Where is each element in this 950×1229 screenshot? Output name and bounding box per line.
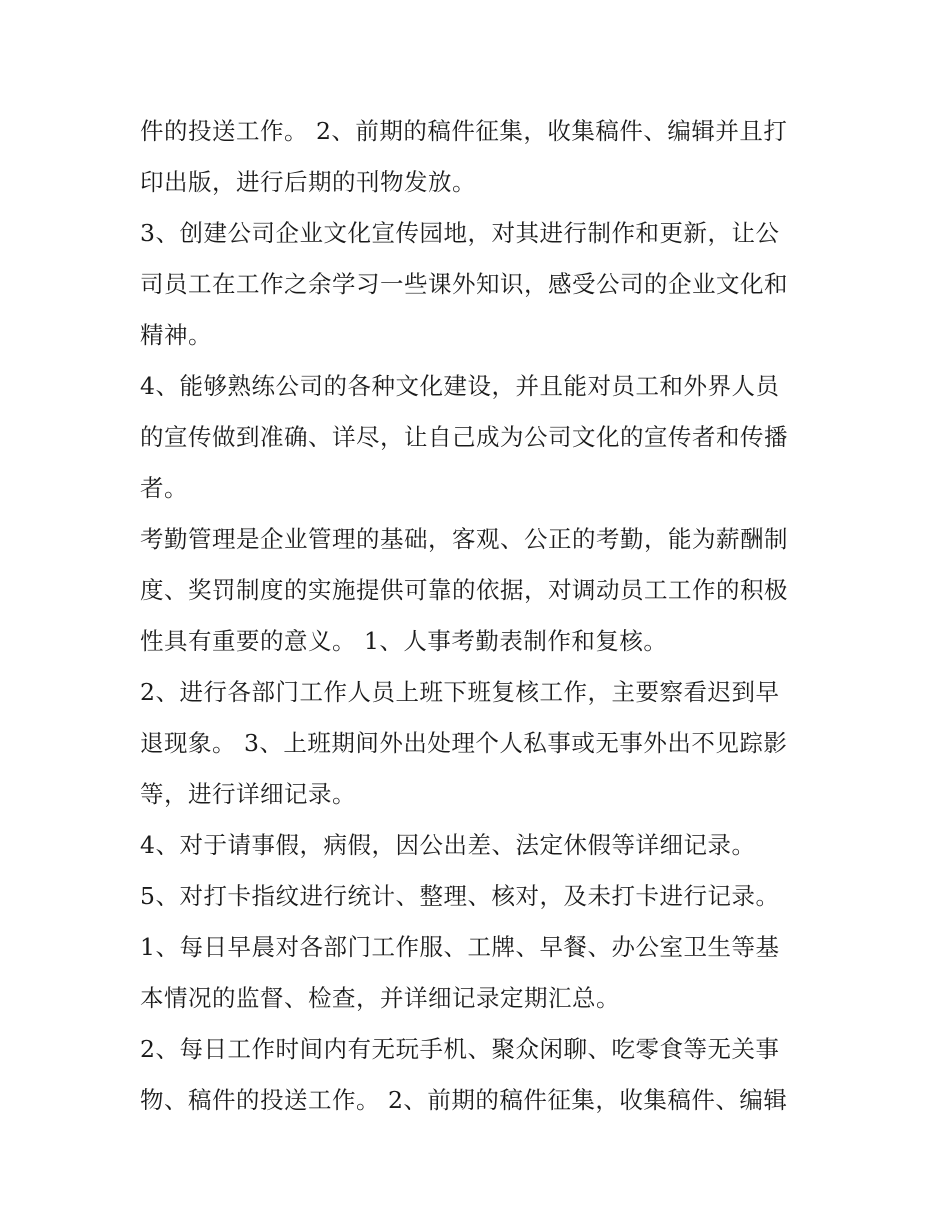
text-line: 考勤管理是企业管理的基础，客观、公正的考勤，能为薪酬制 xyxy=(140,525,788,553)
document-body xyxy=(140,106,820,1126)
text-line: 4、对于请事假，病假，因公出差、法定休假等详细记录。 xyxy=(140,831,756,859)
text-line: 精神。 xyxy=(140,321,212,349)
text-line: 2、每日工作时间内有无玩手机、聚众闲聊、吃零食等无关事 xyxy=(140,1035,780,1063)
text-line: 者。 xyxy=(140,474,188,502)
text-line: 件的投送工作。 2、前期的稿件征集，收集稿件、编辑并且打 xyxy=(140,117,788,145)
text-line: 本情况的监督、检查，并详细记录定期汇总。 xyxy=(140,984,620,1012)
text-line: 5、对打卡指纹进行统计、整理、核对，及未打卡进行记录。 xyxy=(140,882,780,910)
text-line: 司员工在工作之余学习一些课外知识，感受公司的企业文化和 xyxy=(140,270,788,298)
text-line: 4、能够熟练公司的各种文化建设，并且能对员工和外界人员 xyxy=(140,372,780,400)
text-line: 性具有重要的意义。 1、人事考勤表制作和复核。 xyxy=(140,627,668,655)
text-line: 印出版，进行后期的刊物发放。 xyxy=(140,168,476,196)
text-line: 的宣传做到准确、详尽，让自己成为公司文化的宣传者和传播 xyxy=(140,423,788,451)
text-line: 1、每日早晨对各部门工作服、工牌、早餐、办公室卫生等基 xyxy=(140,933,780,961)
text-line: 退现象。 3、上班期间外出处理个人私事或无事外出不见踪影 xyxy=(140,729,788,757)
text-line: 2、进行各部门工作人员上班下班复核工作，主要察看迟到早 xyxy=(140,678,780,706)
text-line: 度、奖罚制度的实施提供可靠的依据，对调动员工工作的积极 xyxy=(140,576,788,604)
text-line: 等，进行详细记录。 xyxy=(140,780,356,808)
text-line: 物、稿件的投送工作。 2、前期的稿件征集，收集稿件、编辑 xyxy=(140,1086,788,1114)
text-line: 3、创建公司企业文化宣传园地，对其进行制作和更新，让公 xyxy=(140,219,780,247)
